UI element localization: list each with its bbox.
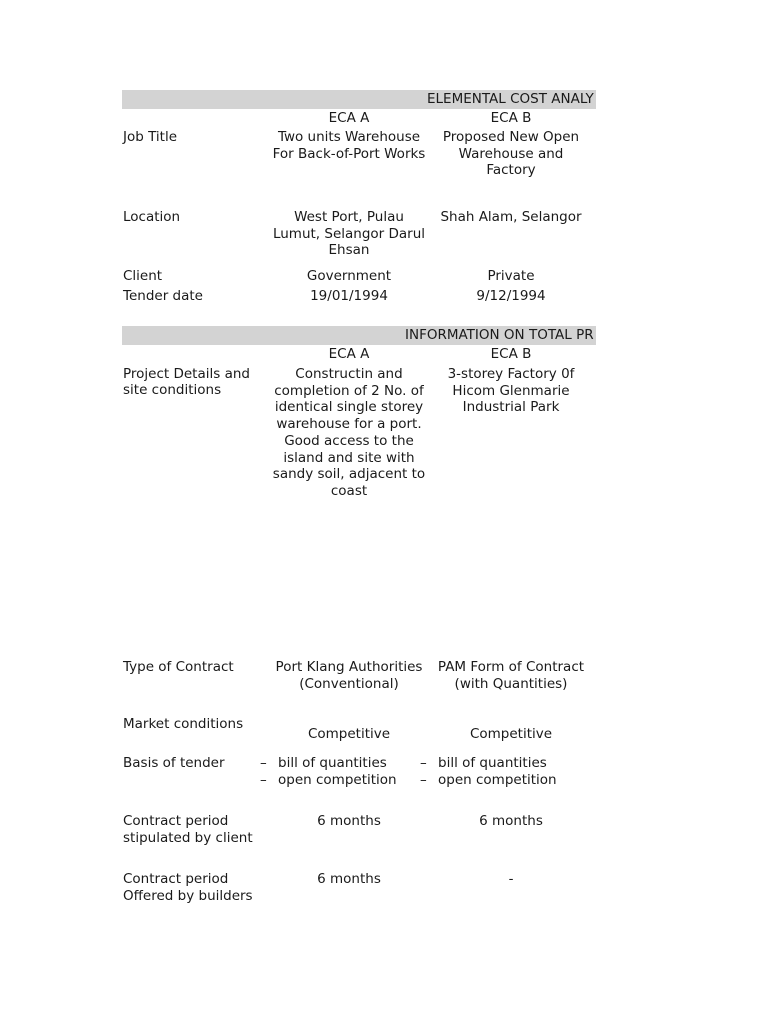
basis-eca-a-text-1: bill of quantities <box>278 755 387 771</box>
period-builders-eca-b: - <box>508 871 514 887</box>
label-location: Location <box>123 209 181 225</box>
dash-bullet: – <box>260 755 267 771</box>
label-contract-period-client-2: stipulated by client <box>123 830 253 846</box>
period-client-eca-b: 6 months <box>479 813 543 829</box>
job-title-eca-a: Two units Warehouse For Back-of-Port Works <box>272 129 426 162</box>
market-eca-b: Competitive <box>469 726 553 742</box>
tender-date-eca-a: 19/01/1994 <box>310 288 388 304</box>
column-header-eca-b: ECA B <box>490 110 532 126</box>
label-job-title: Job Title <box>123 129 178 145</box>
label-tender-date: Tender date <box>123 288 203 304</box>
location-eca-a: West Port, Pulau Lumut, Selangor Darul Ehsan <box>272 209 426 259</box>
basis-eca-a-text-2: open competition <box>278 772 397 788</box>
label-contract-period-builders-1: Contract period <box>123 871 229 887</box>
basis-eca-a-item-2 <box>260 772 397 789</box>
basis-eca-a-item-1 <box>260 755 387 772</box>
job-title-eca-b: Proposed New Open Warehouse and Factory <box>442 129 580 179</box>
market-eca-a: Competitive <box>307 726 391 742</box>
dash-bullet: – <box>260 772 267 788</box>
section-band-elemental <box>122 90 596 109</box>
section-band-information <box>122 326 596 345</box>
column-header-eca-b-2: ECA B <box>490 346 532 362</box>
section-title-information: INFORMATION ON TOTAL PR <box>405 327 594 343</box>
contract-type-eca-a: Port Klang Authorities (Conventional) <box>275 659 423 692</box>
period-client-eca-a: 6 months <box>317 813 381 829</box>
location-eca-b: Shah Alam, Selangor <box>440 209 582 225</box>
basis-eca-b-item-2 <box>420 772 557 789</box>
tender-date-eca-b: 9/12/1994 <box>476 288 546 304</box>
client-eca-b: Private <box>487 268 535 284</box>
basis-eca-b-item-1 <box>420 755 547 772</box>
basis-eca-b-text-1: bill of quantities <box>438 755 547 771</box>
client-eca-a: Government <box>306 268 392 284</box>
label-contract-period-client-1: Contract period <box>123 813 229 829</box>
label-basis-of-tender: Basis of tender <box>123 755 225 771</box>
section-title-elemental: ELEMENTAL COST ANALY <box>427 91 594 107</box>
contract-type-eca-b: PAM Form of Contract (with Quantities) <box>437 659 585 692</box>
label-type-of-contract: Type of Contract <box>123 659 234 675</box>
period-builders-eca-a: 6 months <box>317 871 381 887</box>
label-project-details-2: site conditions <box>123 382 222 398</box>
label-project-details-1: Project Details and <box>123 366 250 382</box>
dash-bullet: – <box>420 772 427 788</box>
project-details-eca-a: Constructin and completion of 2 No. of identical single storey warehouse for a port. Good access to the island and site with sandy soil, adjacent to coast <box>272 366 426 499</box>
dash-bullet: – <box>420 755 427 771</box>
project-details-eca-b: 3-storey Factory 0f Hicom Glenmarie Industrial Park <box>447 366 575 416</box>
column-header-eca-a-2: ECA A <box>328 346 370 362</box>
label-market-conditions: Market conditions <box>123 716 244 732</box>
label-client: Client <box>123 268 163 284</box>
label-contract-period-builders-2: Offered by builders <box>123 888 253 904</box>
column-header-eca-a: ECA A <box>328 110 370 126</box>
basis-eca-b-text-2: open competition <box>438 772 557 788</box>
